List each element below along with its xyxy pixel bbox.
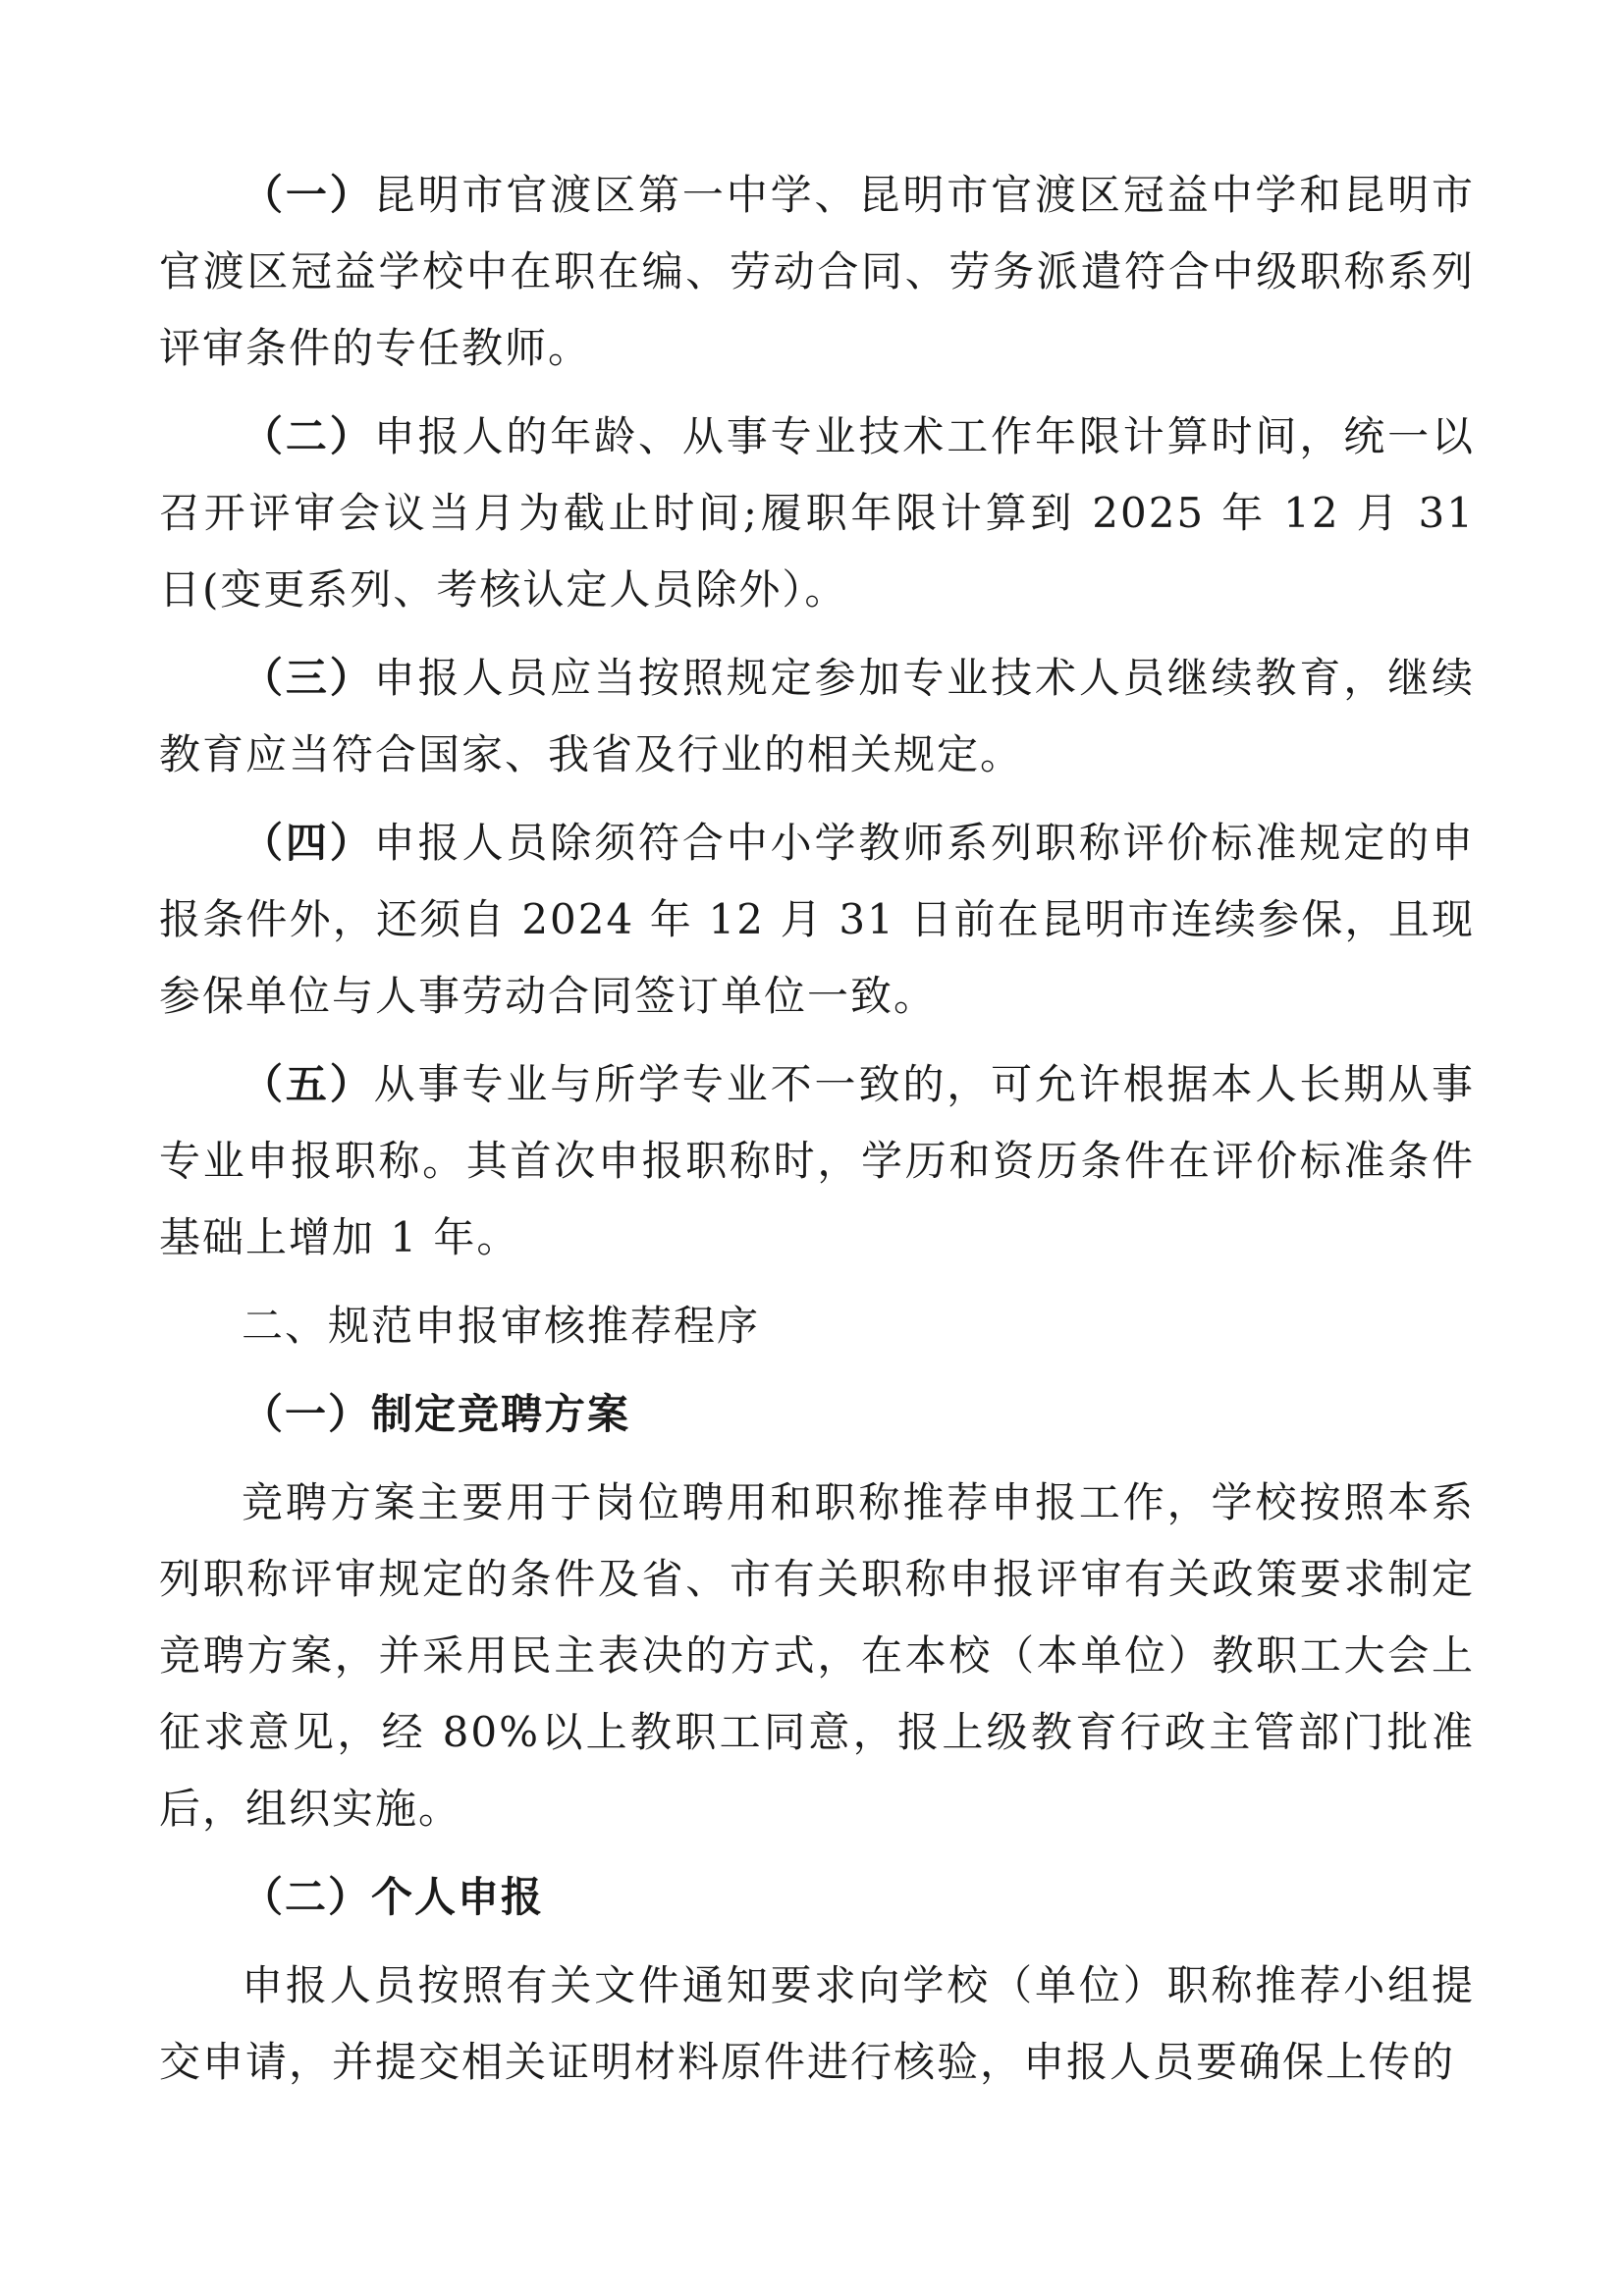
section-two-heading: 二、规范申报审核推荐程序 xyxy=(242,1302,761,1350)
condition-item-3-label: （三） xyxy=(242,654,374,702)
condition-item-3-text: 申报人员应当按照规定参加专业技术人员继续教育，继续教育应当符合国家、我省及行业的相关规定。 xyxy=(159,654,1475,778)
section-two-sub2-title: （二）个人申报 xyxy=(242,1873,545,1921)
condition-item-1-label: （一） xyxy=(242,171,374,219)
condition-item-5-label: （五） xyxy=(242,1060,374,1108)
document-body xyxy=(159,157,1475,2112)
condition-item-4-label: （四） xyxy=(242,819,374,867)
section-two-sub2-text: 申报人员按照有关文件通知要求向学校（单位）职称推荐小组提交申请，并提交相关证明材料原件进行核验，申报人员要确保上传的 xyxy=(159,1961,1475,2086)
condition-item-2-text: 申报人的年龄、从事专业技术工作年限计算时间，统一以召开评审会议当月为截止时间;履职年限计算到 2025 年 12 月 31 日(变更系列、考核认定人员除外）。 xyxy=(159,412,1475,614)
condition-item-1 xyxy=(159,157,1475,387)
condition-item-2-label: （二） xyxy=(242,412,374,460)
condition-item-4 xyxy=(159,805,1475,1035)
condition-item-1-text: 昆明市官渡区第一中学、昆明市官渡区冠益中学和昆明市官渡区冠益学校中在职在编、劳动合同、劳务派遣符合中级职称系列评审条件的专任教师。 xyxy=(159,171,1475,372)
condition-item-2 xyxy=(159,399,1475,628)
section-two-sub1-text: 竞聘方案主要用于岗位聘用和职称推荐申报工作，学校按照本系列职称评审规定的条件及省、市有关职称申报评审有关政策要求制定竞聘方案，并采用民主表决的方式，在本校（本单位）教职工大会上征求意见，经 80%以上教职工同意，报上级教育行政主管部门批准后，组织实施。 xyxy=(159,1478,1475,1833)
condition-item-5-text: 从事专业与所学专业不一致的，可允许根据本人长期从事专业申报职称。其首次申报职称时，学历和资历条件在评价标准条件基础上增加 1 年。 xyxy=(159,1060,1475,1261)
condition-item-5 xyxy=(159,1046,1475,1276)
condition-item-3 xyxy=(159,640,1475,793)
section-two-sub1-title: （一）制定竞聘方案 xyxy=(242,1390,631,1438)
condition-item-4-text: 申报人员除须符合中小学教师系列职称评价标准规定的申报条件外，还须自 2024 年 12 月 31 日前在昆明市连续参保，且现参保单位与人事劳动合同签订单位一致。 xyxy=(159,819,1475,1020)
